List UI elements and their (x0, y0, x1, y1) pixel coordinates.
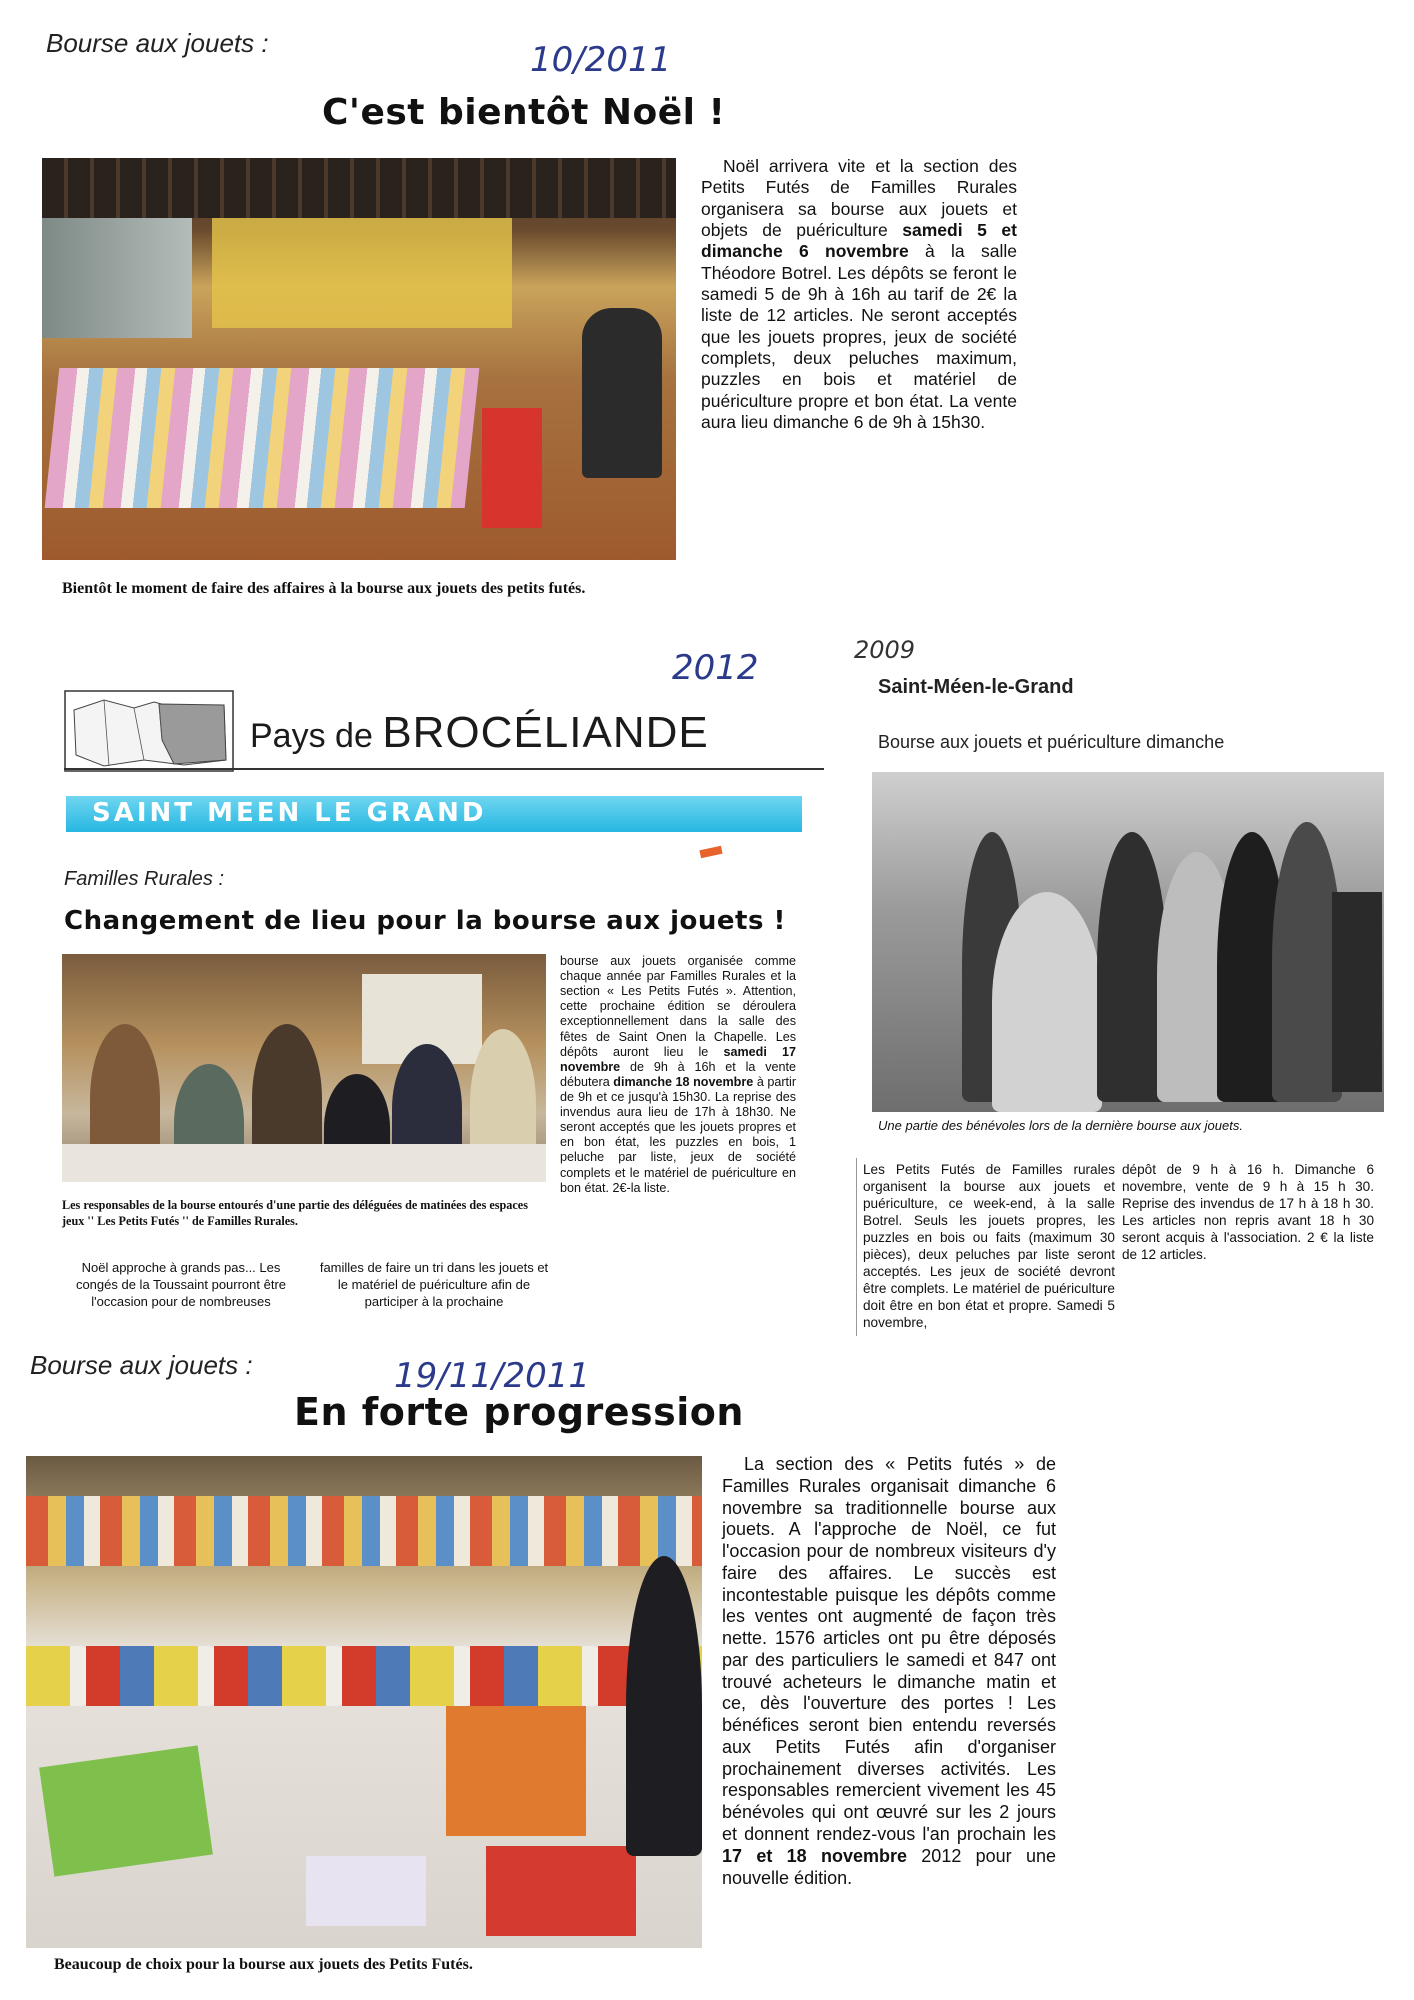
article3-date-note: 2009 (854, 636, 916, 664)
region-rule (64, 768, 824, 770)
article1-photo (42, 158, 676, 560)
article4-headline: En forte progression (294, 1390, 744, 1434)
article2-lower-col1: Noël approche à grands pas... Les congés de la Toussaint pourront être l'occasion pour de nombreuses (75, 1260, 287, 1309)
article4-photo (26, 1456, 702, 1948)
article2-body-b: de 9h à 16h et la vente débutera (560, 1059, 797, 1089)
article2-lower-col2: familles de faire un tri dans les jouets et le matériel de puériculture afin de participer à la prochaine (319, 1260, 549, 1309)
banner-mark (699, 846, 722, 858)
article1-body-bold: samedi 5 et dimanche 6 novembre (701, 220, 1017, 262)
article3-col1: Les Petits Futés de Familles rurales organisent la bourse aux jouets et puériculture, ce week-end, à la salle Botrel. Seuls les jouets propres, les puzzles en bois ou faits (maximum 30 pièces), deux peluches par liste seront acceptés. Les jeux de société devront être complets. Le matériel de puériculture doit être en bon état et propre. Samedi 5 novembre, (856, 1158, 1121, 1336)
article3-town: Saint-Méen-le-Grand (878, 676, 1074, 698)
article2-date-note: 2012 (672, 648, 759, 688)
town-banner-label: SAINT MEEN LE GRAND (92, 798, 487, 828)
article2-body-c: à partir de 9h et ce jusqu'à 15h30. La reprise des invendus aura lieu de 17h à 18h30. Ne seront acceptés que les jouets propres et en bon état, les puzzles en bois, 1 peluche par liste, jeux de société complets et le matériel de puériculture en bon état. 2€-la liste. (560, 1074, 797, 1195)
article4-body-a: La section des « Petits futés » de Familles Rurales organisait dimanche 6 novembre sa traditionnelle bourse aux jouets. A l'approche de Noël, ce fut l'occasion pour de nombreux visiteurs d'y faire des affaires. Le succès est incontestable puisque les dépôts comme les ventes ont augmenté de façon très nette. 1576 articles ont pu être déposés par des particuliers le samedi et 847 ont trouvé acheteurs le dimanche matin et ce, dès l'ouverture des portes ! Les bénéfices seront bien entendu reversés aux Petits Futés afin d'organiser prochainement diverses activités. Les responsables remercient vivement les 45 bénévoles qui ont œuvré sur les 2 jours et donnent rendez-vous l'an prochain les (722, 1454, 1056, 1845)
article2-body (560, 954, 796, 1196)
article2-kicker: Familles Rurales : (64, 868, 225, 890)
article1-caption: Bientôt le moment de faire des affaires à la bourse aux jouets des petits futés. (62, 580, 586, 597)
article1-body (701, 156, 1017, 433)
region-map-icon (64, 690, 234, 772)
article4-body-bold: 17 et 18 novembre (722, 1845, 907, 1866)
article4-kicker: Bourse aux jouets : (30, 1350, 253, 1380)
article2-headline: Changement de lieu pour la bourse aux jouets ! (64, 906, 786, 936)
article1-body-p2: à la salle Théodore Botrel. Les dépôts se feront le samedi 5 de 9h à 16h au tarif de 2€ la liste de 12 articles. Ne seront acceptés que les jouets propres, jeux de société complets, deux peluches maximum, puzzles en bois et matériel de puériculture propre et bon état. La vente aura lieu dimanche 6 de 9h à 15h30. (701, 241, 1017, 433)
region-title (250, 708, 709, 758)
article1-kicker: Bourse aux jouets : (46, 28, 269, 58)
article2-caption: Les responsables de la bourse entourés d'une partie des déléguées de matinées des espaces jeux '' Les Petits Futés '' de Familles Rurales. (62, 1198, 528, 1228)
article4-body-b: 2012 pour une nouvelle édition. (722, 1845, 1056, 1888)
article2-body-bold1: samedi 17 novembre (560, 1044, 796, 1074)
article2-photo (62, 954, 546, 1182)
article4-caption: Beaucoup de choix pour la bourse aux jouets des Petits Futés. (54, 1956, 473, 1973)
article2-body-bold2: dimanche 18 novembre (613, 1074, 754, 1089)
article3-subtitle: Bourse aux jouets et puériculture dimanche (878, 732, 1225, 752)
article3-col2: dépôt de 9 h à 16 h. Dimanche 6 novembre, vente de 9 h à 15 h 30. Reprise des invendus de 17 h à 18 h 30. Les articles non repris avant 18 h 30 seront acquis à l'association. 2 € la liste de 12 articles. (1122, 1162, 1374, 1262)
article3-photo (872, 772, 1384, 1112)
town-banner (66, 796, 802, 832)
article3-caption: Une partie des bénévoles lors de la dernière bourse aux jouets. (878, 1118, 1243, 1133)
region-name: BROCÉLIANDE (382, 708, 709, 757)
region-prefix: Pays de (250, 717, 373, 755)
article1-headline: C'est bientôt Noël ! (322, 92, 726, 133)
article1-date-note: 10/2011 (530, 40, 672, 80)
article2-body-a: bourse aux jouets organisée comme chaque année par Familles Rurales et la section « Les Petits Futés ». Attention, cette prochaine édition se déroulera exceptionnellement dans la salle des fêtes de Saint Onen la Chapelle. Les dépôts auront lieu le (560, 954, 796, 1059)
article4-date-note: 19/11/2011 (394, 1356, 590, 1396)
article1-body-p1: Noël arrivera vite et la section des Petits Futés de Familles Rurales organisera sa bourse aux jouets et objets de puériculture (701, 156, 1017, 241)
article4-body (722, 1454, 1056, 1889)
article3-clipping (826, 636, 1382, 1356)
